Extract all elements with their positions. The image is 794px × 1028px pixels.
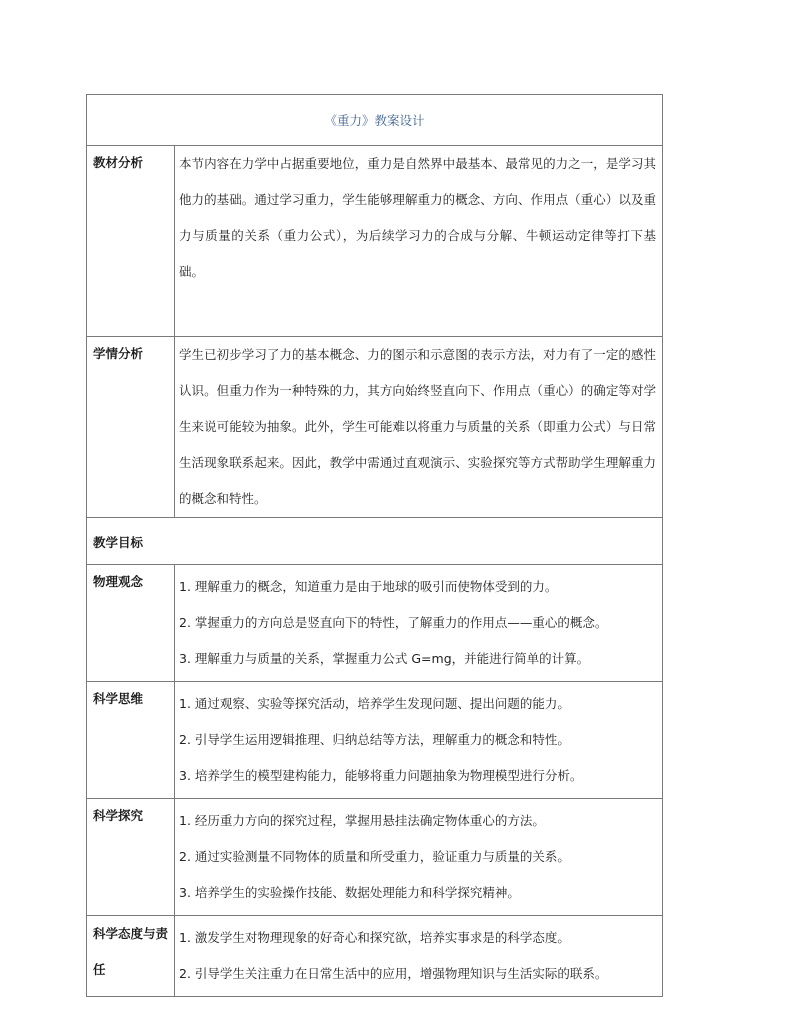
objective-row-scientific-thinking <box>87 682 663 799</box>
objective-item: 3. 培养学生的模型建构能力，能够将重力问题抽象为物理模型进行分析。 <box>179 768 583 783</box>
objective-item: 2. 通过实验测量不同物体的质量和所受重力，验证重力与质量的关系。 <box>179 849 570 864</box>
objective-row-scientific-inquiry <box>87 799 663 916</box>
objective-list <box>175 565 662 681</box>
textbook-analysis-label: 教材分析 <box>93 155 144 170</box>
title-row <box>87 95 663 146</box>
objective-item: 3. 理解重力与质量的关系，掌握重力公式 G=mg，并能进行简单的计算。 <box>179 651 590 666</box>
objective-label-cell <box>87 682 175 799</box>
objective-label-cell <box>87 799 175 916</box>
objective-list <box>175 682 662 798</box>
objective-item: 2. 引导学生运用逻辑推理、归纳总结等方法，理解重力的概念和特性。 <box>179 732 570 747</box>
textbook-analysis-row <box>87 146 663 337</box>
objective-content-cell <box>175 682 663 799</box>
student-analysis-content-cell <box>175 337 663 518</box>
objectives-header-row <box>87 518 663 565</box>
objective-list <box>175 799 662 915</box>
objective-item: 3. 培养学生的实验操作技能、数据处理能力和科学探究精神。 <box>179 885 520 900</box>
student-analysis-label: 学情分析 <box>93 346 144 361</box>
student-analysis-row <box>87 337 663 518</box>
objective-label: 科学思维 <box>93 691 144 706</box>
objective-label-cell <box>87 565 175 682</box>
objective-row-physics-concepts <box>87 565 663 682</box>
objective-label-cell <box>87 916 175 997</box>
objective-content-cell <box>175 565 663 682</box>
objective-item: 2. 引导学生关注重力在日常生活中的应用，增强物理知识与生活实际的联系。 <box>179 966 608 981</box>
document-title: 《重力》教案设计 <box>87 95 663 146</box>
objectives-header-cell <box>87 518 663 565</box>
objective-item: 2. 掌握重力的方向总是竖直向下的特性，了解重力的作用点——重心的概念。 <box>179 615 608 630</box>
objective-row-attitude-responsibility <box>87 916 663 997</box>
lesson-plan-table <box>86 94 663 997</box>
objective-label: 科学探究 <box>93 808 144 823</box>
student-analysis-label-cell <box>87 337 175 518</box>
objectives-header: 教学目标 <box>93 534 144 550</box>
objective-content-cell <box>175 799 663 916</box>
objective-item: 1. 激发学生对物理现象的好奇心和探究欲，培养实事求是的科学态度。 <box>179 930 570 945</box>
objective-list <box>175 916 662 996</box>
objective-item: 1. 理解重力的概念，知道重力是由于地球的吸引而使物体受到的力。 <box>179 579 558 594</box>
student-analysis-text: 学生已初步学习了力的基本概念、力的图示和示意图的表示方法，对力有了一定的感性认识。但重力作为一种特殊的力，其方向始终竖直向下、作用点（重心）的确定等对学生来说可能较为抽象。此外，学生可能难以将重力与质量的关系（即重力公式）与日常生活现象联系起来。因此，教学中需通过直观演示、实验探究等方式帮助学生理解重力的概念和特性。 <box>179 347 657 506</box>
textbook-analysis-label-cell <box>87 146 175 337</box>
objective-label: 科学态度与责任 <box>93 926 169 977</box>
objective-item: 1. 经历重力方向的探究过程，掌握用悬挂法确定物体重心的方法。 <box>179 813 545 828</box>
objective-label: 物理观念 <box>93 574 144 589</box>
textbook-analysis-content-cell <box>175 146 663 337</box>
objective-content-cell <box>175 916 663 997</box>
textbook-analysis-text: 本节内容在力学中占据重要地位，重力是自然界中最基本、最常见的力之一，是学习其他力的基础。通过学习重力，学生能够理解重力的概念、方向、作用点（重心）以及重力与质量的关系（重力公式），为后续学习力的合成与分解、牛顿运动定律等打下基础。 <box>179 156 657 279</box>
objective-item: 1. 通过观察、实验等探究活动，培养学生发现问题、提出问题的能力。 <box>179 696 570 711</box>
